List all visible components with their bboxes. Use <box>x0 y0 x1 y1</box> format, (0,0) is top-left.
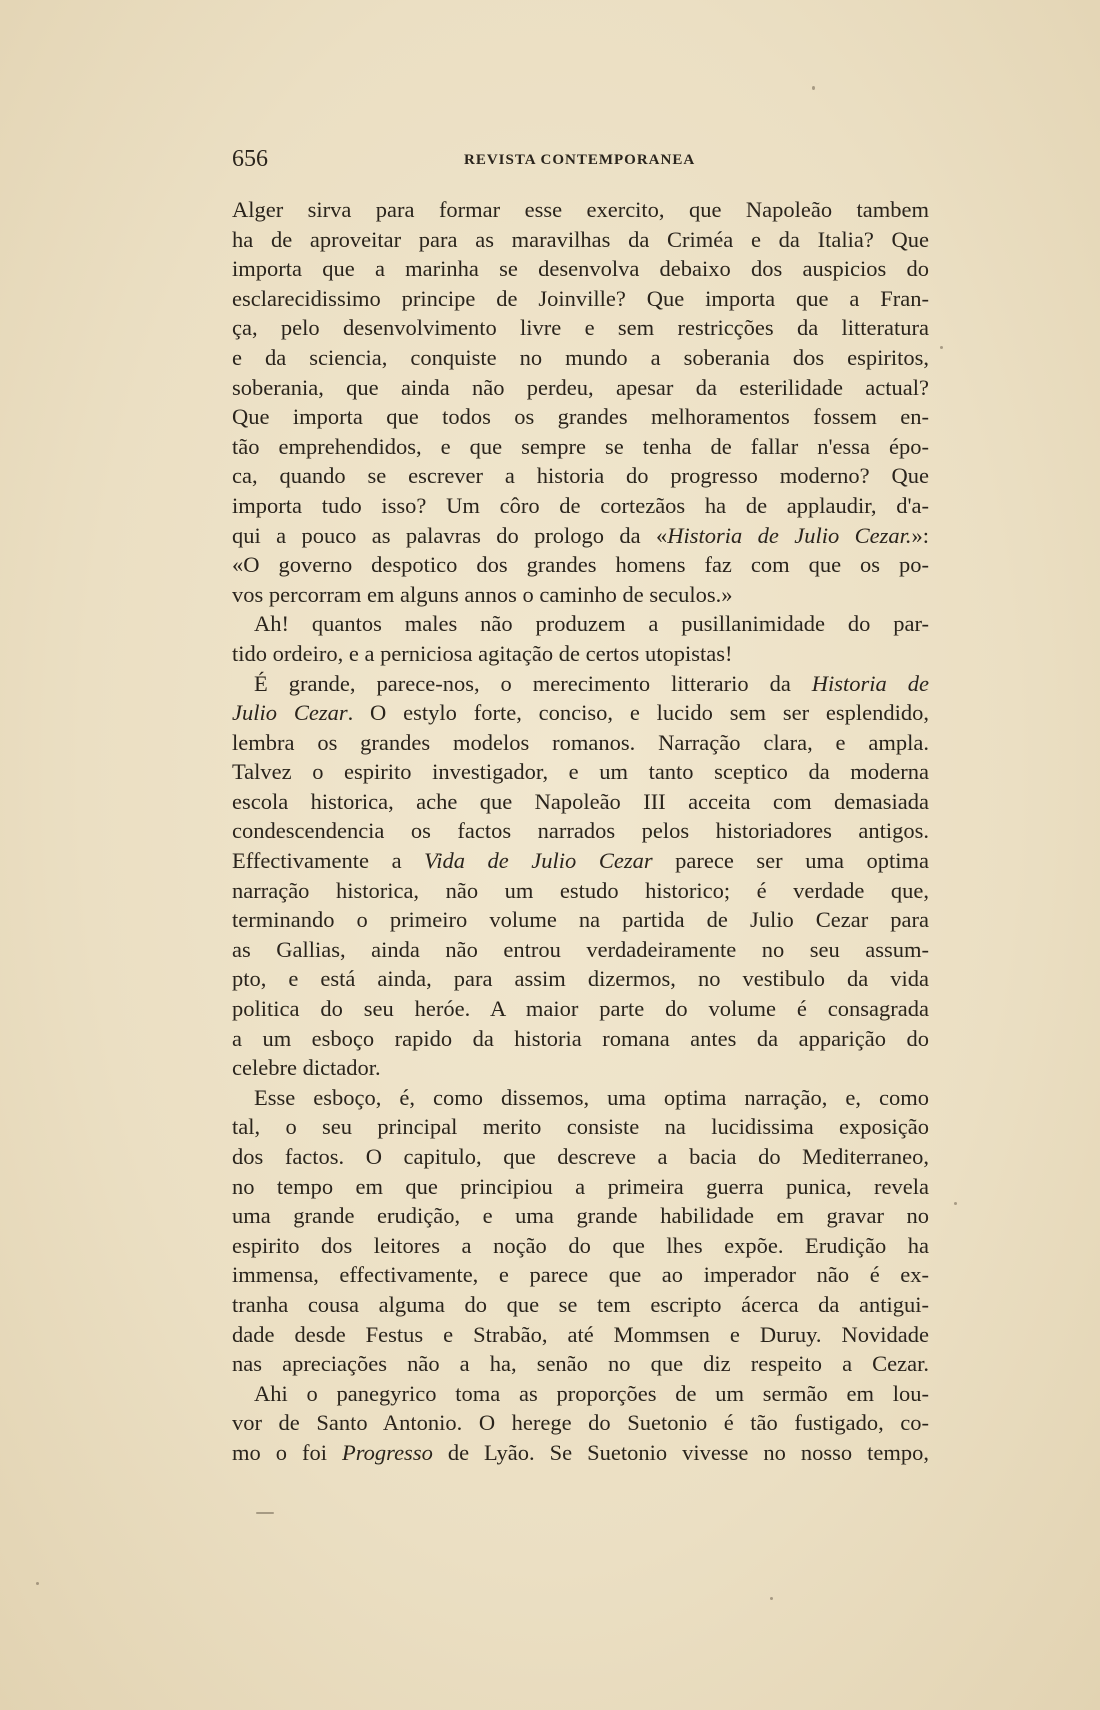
text-segment: condescendencia os factos narrados pelos historiadores antigos. <box>232 818 929 844</box>
text-line <box>232 1024 929 1054</box>
text-line <box>232 639 929 669</box>
text-line <box>232 461 929 491</box>
text-segment: tranha cousa alguma do que se tem escripto ácerca da antigui- <box>232 1291 929 1317</box>
text-segment: ça, pelo desenvolvimento livre e sem restricções da litteratura <box>232 315 929 341</box>
text-line <box>232 1112 929 1142</box>
text-line <box>232 195 929 225</box>
text-line <box>232 373 929 403</box>
text-line <box>232 935 929 965</box>
text-line <box>232 1349 929 1379</box>
text-line <box>232 1260 929 1290</box>
italic-title-segment: Historia de Julio Cezar. <box>667 522 912 548</box>
text-line <box>232 1231 929 1261</box>
text-segment: ha de aproveitar para as maravilhas da Criméa e da Italia? Que <box>232 226 929 252</box>
body-text <box>232 195 929 1468</box>
page-number: 656 <box>232 146 268 172</box>
text-segment: e da sciencia, conquiste no mundo a soberania dos espiritos, <box>232 344 929 370</box>
text-segment: É grande, parece-nos, o merecimento litterario da <box>254 670 812 696</box>
text-line <box>232 343 929 373</box>
text-line <box>232 698 929 728</box>
text-segment: pto, e está ainda, para assim dizermos, no vestibulo da vida <box>232 966 929 992</box>
text-segment: . O estylo forte, conciso, e lucido sem ser esplendido, <box>347 700 930 726</box>
text-segment: espirito dos leitores a noção do que lhes expõe. Erudição ha <box>232 1232 929 1258</box>
text-line <box>232 1379 929 1409</box>
text-line <box>232 876 929 906</box>
text-segment: immensa, effectivamente, e parece que ao imperador não é ex- <box>232 1262 929 1288</box>
text-line <box>232 609 929 639</box>
text-line <box>232 787 929 817</box>
text-line <box>232 1172 929 1202</box>
text-segment: dos factos. O capitulo, que descreve a bacia do Mediterraneo, <box>232 1144 929 1169</box>
text-line <box>232 1438 929 1468</box>
text-line <box>232 550 929 580</box>
text-segment: vos percorram em alguns annos o caminho de seculos.» <box>232 581 733 607</box>
text-line <box>232 254 929 284</box>
text-segment: qui a pouco as palavras do prologo da « <box>232 522 668 548</box>
text-segment: nas apreciações não a ha, senão no que diz respeito a Cezar. <box>232 1351 929 1377</box>
text-line <box>232 1201 929 1231</box>
text-line <box>232 491 929 521</box>
page-header <box>232 146 932 176</box>
text-line <box>232 1408 929 1438</box>
text-line <box>232 905 929 935</box>
text-line <box>232 669 929 699</box>
text-segment: tido ordeiro, e a perniciosa agitação de certos utopistas! <box>232 640 733 666</box>
text-segment: escola historica, ache que Napoleão III acceita com demasiada <box>232 788 929 814</box>
text-line <box>232 757 929 787</box>
text-segment: Effectivamente a <box>232 848 425 874</box>
italic-title-segment: Julio Cezar <box>232 700 348 726</box>
text-segment: parece ser uma optima <box>652 848 929 874</box>
text-segment: ca, quando se escrever a historia do progresso moderno? Que <box>232 463 929 489</box>
italic-title-segment: Historia de <box>811 670 929 696</box>
text-segment: uma grande erudição, e uma grande habilidade em gravar no <box>232 1203 929 1229</box>
text-line <box>232 964 929 994</box>
paper-speck <box>812 86 815 90</box>
text-segment: Alger sirva para formar esse exercito, que Napoleão tambem <box>232 197 929 222</box>
text-line <box>232 994 929 1024</box>
text-line <box>232 432 929 462</box>
text-line <box>232 1083 929 1113</box>
paper-speck <box>770 1597 773 1600</box>
paper-speck <box>954 1202 957 1205</box>
text-segment: esclarecidissimo principe de Joinville? Que importa que a Fran- <box>232 285 929 311</box>
text-segment: Esse esboço, é, como dissemos, uma optima narração, e, como <box>254 1084 929 1110</box>
text-segment: politica do seu heróe. A maior parte do volume é consagrada <box>232 996 929 1022</box>
text-line <box>232 402 929 432</box>
text-segment: terminando o primeiro volume na partida de Julio Cezar para <box>232 907 929 933</box>
text-line <box>232 1320 929 1350</box>
text-segment: tão emprehendidos, e que sempre se tenha de fallar n'essa épo- <box>232 433 929 459</box>
text-segment: de Lyão. Se Suetonio vivesse no nosso tempo, <box>432 1439 929 1465</box>
paper-speck <box>256 1512 274 1514</box>
paper-speck <box>36 1582 39 1585</box>
text-segment: dade desde Festus e Strabão, até Mommsen e Duruy. Novidade <box>232 1321 929 1347</box>
text-segment: tal, o seu principal merito consiste na lucidissima exposição <box>232 1114 929 1140</box>
text-line <box>232 1053 929 1083</box>
text-segment: »: <box>911 522 929 548</box>
italic-title-segment: Progresso <box>341 1439 433 1465</box>
text-segment: vor de Santo Antonio. O herege do Suetonio é tão fustigado, co- <box>232 1410 929 1436</box>
text-segment: a um esboço rapido da historia romana antes da apparição do <box>232 1025 929 1051</box>
text-line <box>232 284 929 314</box>
text-line <box>232 313 929 343</box>
text-segment: mo o foi <box>232 1439 342 1465</box>
text-segment: soberania, que ainda não perdeu, apesar da esterilidade actual? <box>232 374 929 400</box>
running-head: REVISTA CONTEMPORANEA <box>464 152 696 168</box>
text-segment: «O governo despotico dos grandes homens faz com que os po- <box>232 552 929 578</box>
text-segment: Talvez o espirito investigador, e um tanto sceptico da moderna <box>232 759 929 785</box>
text-segment: Ah! quantos males não produzem a pusillanimidade do par- <box>254 611 929 637</box>
text-segment: no tempo em que principiou a primeira guerra punica, revela <box>232 1173 929 1199</box>
text-line <box>232 1142 929 1172</box>
text-line <box>232 521 929 551</box>
italic-title-segment: Vida de Julio Cezar <box>424 848 653 874</box>
text-segment: Ahi o panegyrico toma as proporções de um sermão em lou- <box>254 1380 929 1406</box>
text-segment: importa que a marinha se desenvolva debaixo dos auspicios do <box>232 256 929 282</box>
text-segment: Que importa que todos os grandes melhoramentos fossem en- <box>232 404 929 430</box>
paper-speck <box>940 346 943 349</box>
text-line <box>232 728 929 758</box>
text-segment: narração historica, não um estudo historico; é verdade que, <box>232 877 929 903</box>
text-line <box>232 1290 929 1320</box>
text-line <box>232 846 929 876</box>
text-segment: importa tudo isso? Um côro de cortezãos ha de applaudir, d'a- <box>232 492 929 518</box>
text-segment: as Gallias, ainda não entrou verdadeiramente no seu assum- <box>232 936 929 962</box>
text-segment: celebre dictador. <box>232 1055 381 1081</box>
text-line <box>232 580 929 610</box>
text-line <box>232 816 929 846</box>
text-line <box>232 225 929 255</box>
text-segment: lembra os grandes modelos romanos. Narração clara, e ampla. <box>232 729 929 755</box>
